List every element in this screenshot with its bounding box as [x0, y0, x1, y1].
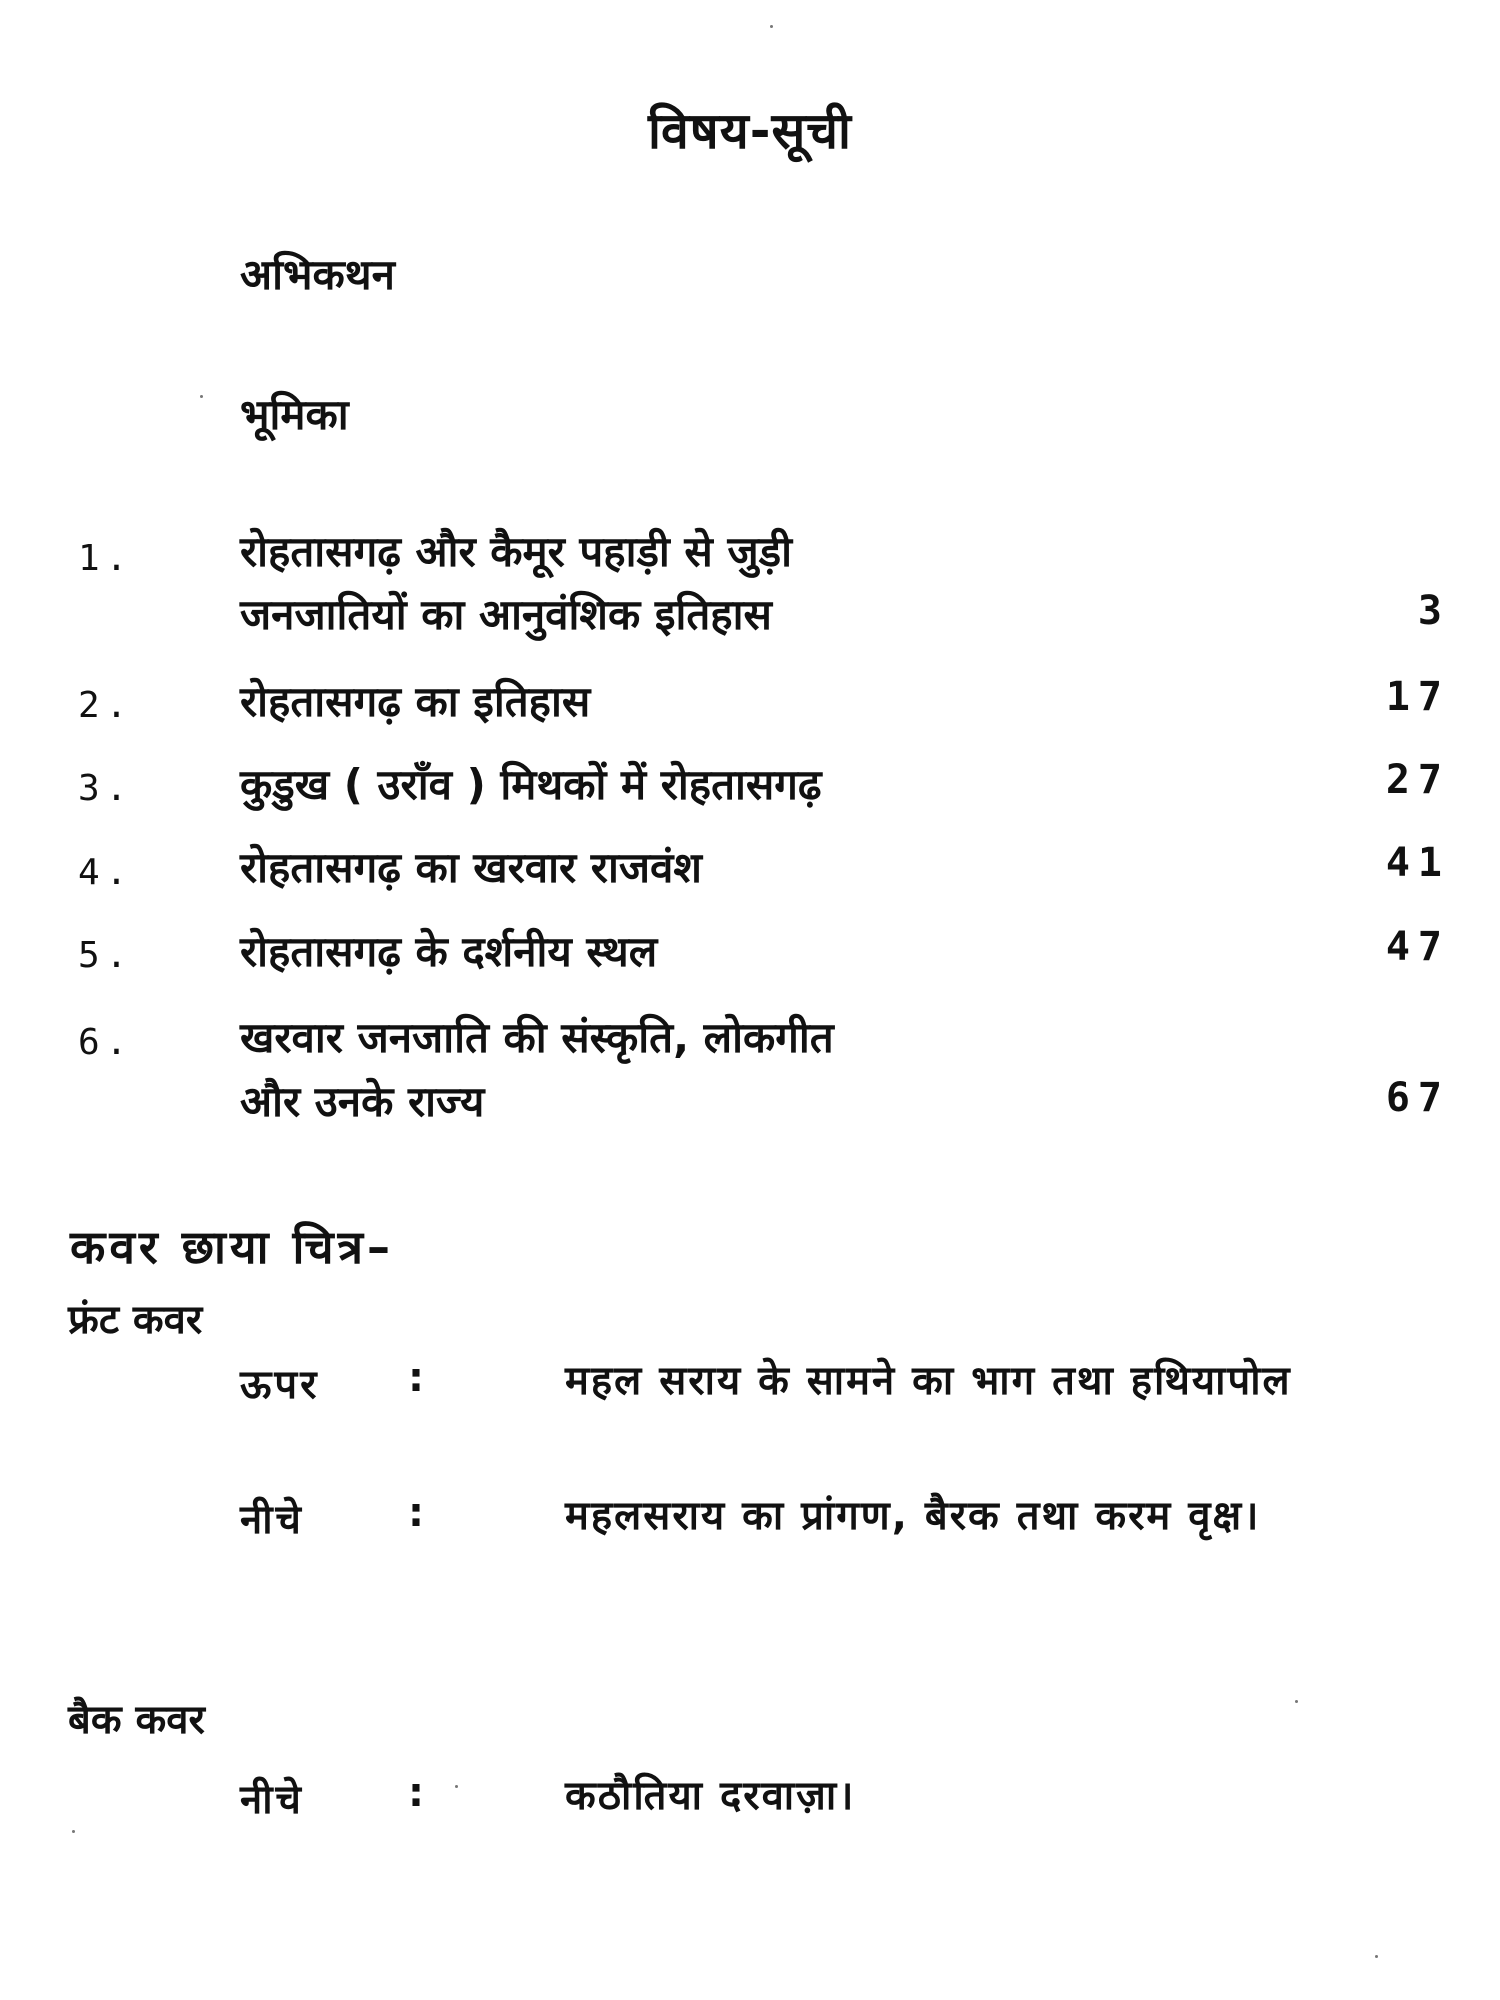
toc-page-number: 27 — [1385, 757, 1450, 803]
scan-speck — [1295, 1700, 1298, 1703]
toc-number: 1. — [78, 538, 134, 579]
page-title: विषय-सूची — [648, 102, 852, 160]
front-cover-label: फ्रंट कवर — [68, 1297, 203, 1343]
caption-position: ऊपर — [240, 1362, 320, 1408]
front-matter-abhikathan: अभिकथन — [240, 250, 395, 299]
toc-page-number: 67 — [1385, 1075, 1450, 1121]
caption-position: नीचे — [240, 1777, 304, 1823]
scan-speck — [1375, 1955, 1378, 1958]
scan-speck — [770, 25, 773, 28]
caption-text: महलसराय का प्रांगण, बैरक तथा करम वृक्ष। — [565, 1493, 1261, 1539]
toc-title-line: खरवार जनजाति की संस्कृति, लोकगीत — [240, 1013, 834, 1062]
scan-speck — [200, 395, 203, 398]
caption-colon: : — [408, 1490, 424, 1536]
toc-title-line: रोहतासगढ़ के दर्शनीय स्थल — [240, 927, 658, 976]
cover-photos-heading: कवर छाया चित्र– — [70, 1220, 395, 1274]
toc-title-line: कुडुख ( उराँव ) मिथकों में रोहतासगढ़ — [240, 760, 822, 809]
toc-page-number: 17 — [1385, 674, 1450, 720]
toc-title-line: जनजातियों का आनुवंशिक इतिहास — [240, 590, 772, 639]
toc-number: 2. — [78, 685, 134, 726]
toc-title-line: रोहतासगढ़ का इतिहास — [240, 677, 591, 726]
back-cover-label: बैक कवर — [68, 1697, 205, 1743]
front-matter-bhumika: भूमिका — [240, 390, 349, 439]
toc-title-line: रोहतासगढ़ और कैमूर पहाड़ी से जुड़ी — [240, 527, 792, 576]
toc-title-line: और उनके राज्य — [240, 1077, 485, 1126]
toc-number: 5. — [78, 935, 134, 976]
caption-text: महल सराय के सामने का भाग तथा हथियापोल — [565, 1358, 1292, 1404]
toc-number: 6. — [78, 1022, 134, 1063]
caption-colon: : — [408, 1355, 424, 1401]
toc-title-line: रोहतासगढ़ का खरवार राजवंश — [240, 843, 702, 892]
scan-speck — [72, 1830, 75, 1833]
scan-speck — [455, 1785, 458, 1788]
toc-page-number: 47 — [1385, 924, 1450, 970]
toc-number: 3. — [78, 768, 134, 809]
caption-colon: : — [408, 1770, 424, 1816]
toc-number: 4. — [78, 852, 134, 893]
caption-text: कठौतिया दरवाज़ा। — [565, 1773, 856, 1819]
toc-page-number: 3 — [1417, 588, 1450, 634]
toc-page-number: 41 — [1385, 840, 1450, 886]
caption-position: नीचे — [240, 1497, 304, 1543]
